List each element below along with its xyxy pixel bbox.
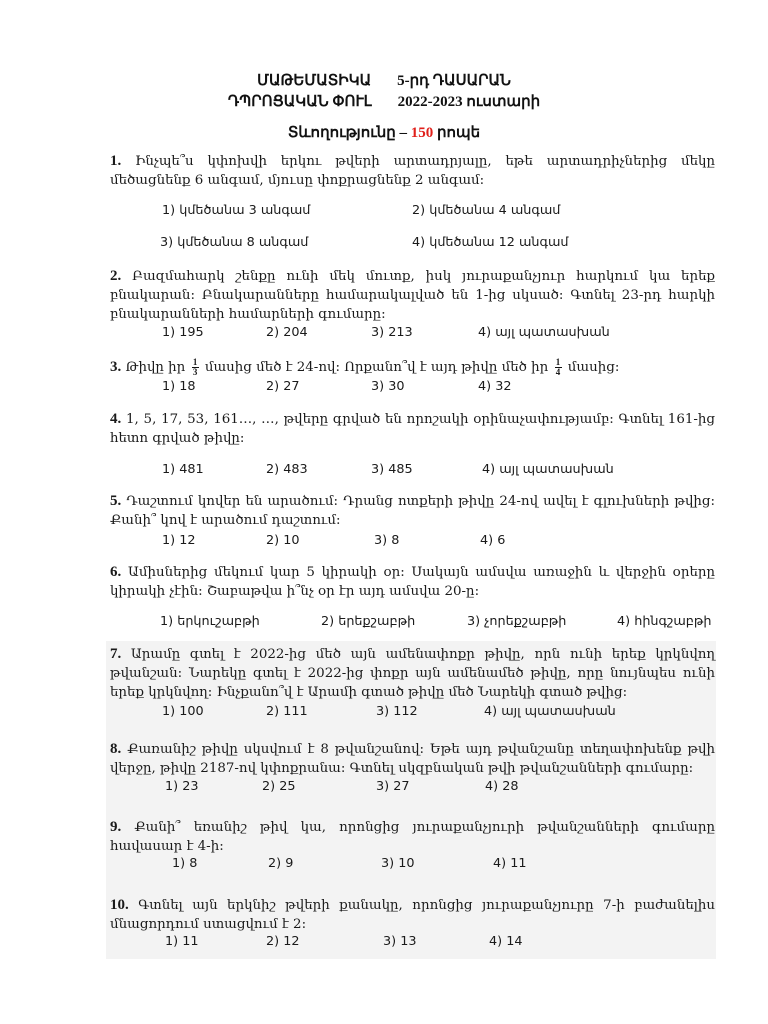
stage-title: ԴՊՐՈՑԱԿԱՆ ՓՈՒԼ	[227, 94, 372, 110]
header-line-1	[0, 71, 768, 90]
q9-option-1[interactable]: 1) 8	[172, 856, 198, 871]
question-number: 6.	[110, 564, 122, 580]
q6-option-3[interactable]: 3) չորեքշաբթի	[467, 614, 567, 629]
question-text: Քանի՞ եռանիշ թիվ կա, որոնցից յուրաքանչյուրի թվանշանների գումարը հավասար է 4-ի:	[110, 820, 715, 854]
q7-option-2[interactable]: 2) 111	[266, 704, 308, 719]
q6-option-2[interactable]: 2) երեքշաբթի	[321, 614, 416, 629]
q9-option-2[interactable]: 2) 9	[268, 856, 294, 871]
question-8	[110, 740, 715, 778]
q9-option-4[interactable]: 4) 11	[493, 856, 527, 871]
q6-option-1[interactable]: 1) երկուշաբթի	[160, 614, 260, 629]
q7-option-4[interactable]: 4) այլ պատասխան	[484, 704, 616, 719]
question-6	[110, 563, 715, 601]
question-2	[110, 267, 715, 324]
q1-option-2[interactable]: 2) կմեծանա 4 անգամ	[412, 203, 561, 218]
q5-option-2[interactable]: 2) 10	[266, 533, 300, 548]
q9-option-3[interactable]: 3) 10	[381, 856, 415, 871]
duration-line	[0, 123, 768, 142]
q5-option-1[interactable]: 1) 12	[162, 533, 196, 548]
question-text: Դաշտում կովեր են արածում: Դրանց ոտքերի թիվը 24-ով ավել է գլուխների թվից: Քանի՞ կով է արածում դաշտում:	[110, 494, 715, 528]
question-number: 4.	[110, 411, 122, 427]
question-number: 7.	[110, 646, 122, 662]
question-text: Գտնել այն երկնիշ թվերի քանակը, որոնցից յուրաքանչյուրը 7-ի բաժանելիս մնացորդում ստացվում է 2:	[110, 898, 715, 932]
question-4	[110, 410, 715, 448]
q4-option-3[interactable]: 3) 485	[371, 462, 413, 477]
question-number: 9.	[110, 819, 122, 835]
q3-option-1[interactable]: 1) 18	[162, 379, 196, 394]
question-9	[110, 818, 715, 856]
header-line-2	[0, 92, 768, 111]
question-10	[110, 896, 715, 934]
q10-option-3[interactable]: 3) 13	[383, 934, 417, 949]
q2-option-2[interactable]: 2) 204	[266, 325, 308, 340]
question-7	[110, 645, 715, 702]
question-3	[110, 358, 715, 377]
year-title: 2022-2023 ուստարի	[397, 94, 541, 110]
question-number: 8.	[110, 741, 122, 757]
question-text: Ինչպե՞ս կփոխվի երկու թվերի արտադրյալը, եթե արտադրիչներից մեկը մեծացնենք 6 անգամ, մյուսը փոքրացնենք 2 անգամ:	[110, 154, 715, 188]
duration-unit: րոպե	[437, 125, 481, 141]
q1-option-1[interactable]: 1) կմեծանա 3 անգամ	[162, 203, 311, 218]
q4-option-2[interactable]: 2) 483	[266, 462, 308, 477]
q7-option-1[interactable]: 1) 100	[162, 704, 204, 719]
q1-option-4[interactable]: 4) կմեծանա 12 անգամ	[412, 235, 569, 250]
q3-option-2[interactable]: 2) 27	[266, 379, 300, 394]
q10-option-1[interactable]: 1) 11	[165, 934, 199, 949]
question-text-c: մասից:	[567, 360, 620, 375]
q4-option-1[interactable]: 1) 481	[162, 462, 204, 477]
q2-option-3[interactable]: 3) 213	[371, 325, 413, 340]
q8-option-2[interactable]: 2) 25	[262, 779, 296, 794]
q2-option-1[interactable]: 1) 195	[162, 325, 204, 340]
q4-option-4[interactable]: 4) այլ պատասխան	[482, 462, 614, 477]
question-1	[110, 152, 715, 190]
q2-option-4[interactable]: 4) այլ պատասխան	[478, 325, 610, 340]
question-number: 3.	[110, 359, 122, 375]
fraction-one-third: $\frac{1}{3}$	[192, 357, 198, 377]
q5-option-3[interactable]: 3) 8	[374, 533, 400, 548]
q3-option-4[interactable]: 4) 32	[478, 379, 512, 394]
duration-value: 150	[410, 125, 434, 141]
subject-title: ՄԱԹԵՄԱՏԻԿԱ	[257, 73, 372, 89]
q1-option-3[interactable]: 3) կմեծանա 8 անգամ	[160, 235, 309, 250]
question-text: Քառանիշ թիվը սկսվում է 8 թվանշանով: Եթե այդ թվանշանը տեղափոխենք թվի վերջը, թիվը 2187-ով կփոքրանա: Գտնել սկզբնական թվի թվանշանների գումարը:	[110, 742, 715, 776]
fraction-one-fourth: $\frac{1}{4}$	[555, 357, 561, 377]
q8-option-3[interactable]: 3) 27	[376, 779, 410, 794]
q8-option-4[interactable]: 4) 28	[485, 779, 519, 794]
question-text-a: Թիվը իր	[125, 360, 186, 375]
q10-option-4[interactable]: 4) 14	[489, 934, 523, 949]
question-5	[110, 492, 715, 530]
question-text: Բազմահարկ շենքը ունի մեկ մուտք, իսկ յուրաքանչյուր հարկում կա երեք բնակարան: Բնակարանները համարակալված են 1-ից սկսած: Գտնել 23-րդ հարկի բնակարանների համարների գումարը:	[110, 269, 715, 322]
q8-option-1[interactable]: 1) 23	[165, 779, 199, 794]
q5-option-4[interactable]: 4) 6	[480, 533, 506, 548]
q10-option-2[interactable]: 2) 12	[266, 934, 300, 949]
question-text: Ամիսներից մեկում կար 5 կիրակի օր: Սակայն ամսվա առաջին և վերջին օրերը կիրակի չէին: Շաբաթվա ի՞նչ օր էր այդ ամսվա 20-ը:	[110, 565, 715, 599]
question-number: 10.	[110, 897, 129, 913]
q3-option-3[interactable]: 3) 30	[371, 379, 405, 394]
duration-label: Տևողությունը –	[287, 125, 408, 141]
q6-option-4[interactable]: 4) հինգշաբթի	[617, 614, 712, 629]
question-number: 5.	[110, 493, 122, 509]
q7-option-3[interactable]: 3) 112	[376, 704, 418, 719]
grade-title: 5-րդ ԴԱՍԱՐԱՆ	[397, 73, 511, 89]
question-number: 1.	[110, 153, 122, 169]
question-text: Արամը գտել է 2022-ից մեծ այն ամենափոքր թիվը, որն ունի երեք կրկնվող թվանշան: Նարեկը գտել է 2022-ից փոքր այն ամենամեծ թիվը, որը նույնպես ունի երեք կրկնվող: Ինչքանո՞վ է Արամի գտած թիվը մեծ Նարեկի գտած թվից:	[110, 647, 715, 700]
question-text-b: մասից մեծ է 24-ով: Որքանո՞վ է այդ թիվը մեծ իր	[204, 360, 549, 375]
question-text: 1, 5, 17, 53, 161…, …, թվերը գրված են որոշակի օրինաչափությամբ: Գտնել 161-ից հետո գրված թիվը:	[110, 412, 715, 446]
question-number: 2.	[110, 268, 122, 284]
